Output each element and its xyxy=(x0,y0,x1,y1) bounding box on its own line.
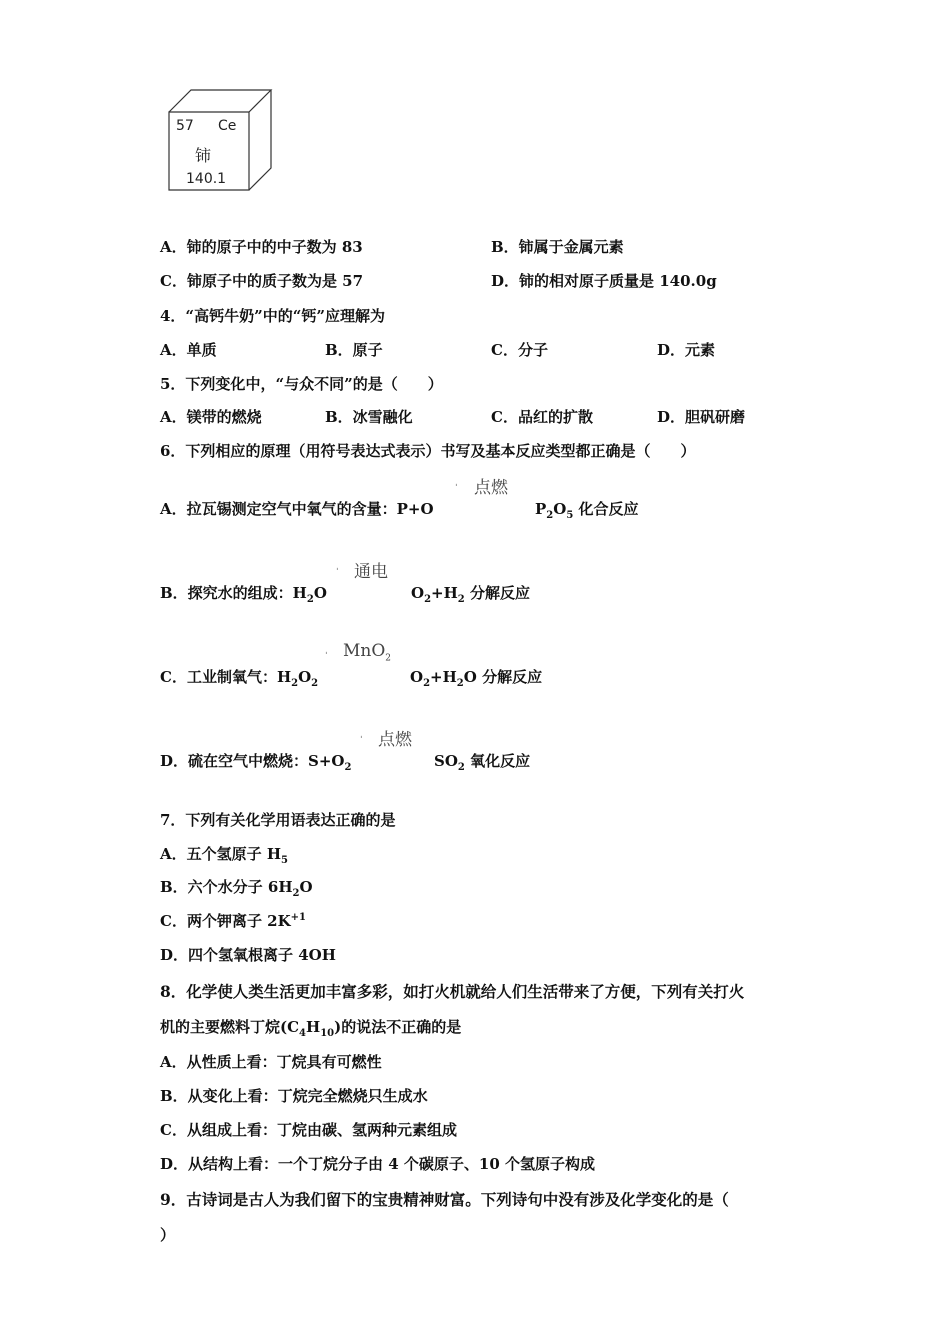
q6-option-d: D．硫在空气中燃烧：$S+O_2$ xyxy=(160,752,352,773)
atomic-mass: 140.1 xyxy=(186,171,227,187)
element-card xyxy=(165,88,277,192)
q3-option-c: C．铈原子中的质子数为是 57 xyxy=(160,272,364,290)
q6-option-a xyxy=(160,498,434,519)
arrow-tick: ˌ xyxy=(360,730,363,740)
q6a-text: A．拉瓦锡测定空气中氧气的含量：P+O xyxy=(160,500,434,518)
q6a-type: 化合反应 xyxy=(578,500,639,518)
q3-option-d: D．铈的相对原子质量是 140.0g xyxy=(491,272,717,290)
q8-option-c: C．从组成上看：丁烷由碳、氢两种元素组成 xyxy=(160,1121,457,1139)
q6d-type: 氧化反应 xyxy=(470,752,531,770)
q4-option-a: A．单质 xyxy=(160,341,217,359)
q8-option-b: B．从变化上看：丁烷完全燃烧只生成水 xyxy=(160,1087,428,1105)
q7-option-d: D．四个氢氧根离子 4OH xyxy=(160,946,336,964)
q6b-product: $O_2+H_2$ 分解反应 xyxy=(411,584,531,605)
q5-option-a: A．镁带的燃烧 xyxy=(160,408,262,426)
q6c-type: 分解反应 xyxy=(482,668,543,686)
q8-stem-line2: 机的主要燃料丁烷$(C_4H_{10})$的说法不正确的是 xyxy=(160,1018,462,1039)
arrow-tick: ˌ xyxy=(455,478,458,488)
q9-stem-line1: 9．古诗词是古人为我们留下的宝贵精神财富。下列诗句中没有涉及化学变化的是（ xyxy=(160,1190,729,1209)
q6-option-c: C．工业制氧气：$H_2O_2$ xyxy=(160,668,319,689)
q6-option-b: B．探究水的组成：$H_2O$ xyxy=(160,584,327,605)
q7-stem: 7．下列有关化学用语表达正确的是 xyxy=(160,811,396,829)
q9-stem-line2: ） xyxy=(160,1226,176,1244)
q5-option-b: B．冰雪融化 xyxy=(325,408,413,426)
q7-option-c: C．两个钾离子 $2K^{+1}$ xyxy=(160,912,306,930)
q3-option-a: A．铈的原子中的中子数为 83 xyxy=(160,238,363,256)
atomic-number: 57 xyxy=(176,118,194,134)
q8-option-d: D．从结构上看：一个丁烷分子由 4 个碳原子、10 个氢原子构成 xyxy=(160,1155,595,1173)
q6a-condition: 点燃 xyxy=(474,478,508,498)
q6d-product: $SO_2$ 氧化反应 xyxy=(434,752,531,773)
q6b-condition: 通电 xyxy=(354,562,388,582)
arrow-tick: ˌ xyxy=(336,562,339,572)
q5-stem: 5．下列变化中，“与众不同”的是（ ） xyxy=(160,375,443,393)
q4-option-b: B．原子 xyxy=(325,341,383,359)
q7-option-a: A．五个氢原子 $H_5$ xyxy=(160,845,289,866)
q4-stem: 4．“高钙牛奶”中的“钙”应理解为 xyxy=(160,307,385,325)
q4-option-c: C．分子 xyxy=(491,341,548,359)
q5-option-d: D．胆矾研磨 xyxy=(657,408,746,426)
element-name: 铈 xyxy=(195,146,212,165)
arrow-tick: ˌ xyxy=(325,646,328,656)
q4-option-d: D．元素 xyxy=(657,341,716,359)
element-symbol: Ce xyxy=(218,118,237,134)
q6-stem: 6．下列相应的原理（用符号表达式表示）书写及基本反应类型都正确是（ ） xyxy=(160,442,696,460)
q5-option-c: C．品红的扩散 xyxy=(491,408,593,426)
q6d-condition: 点燃 xyxy=(378,730,412,750)
q8-stem-line1: 8．化学使人类生活更加丰富多彩，如打火机就给人们生活带来了方便，下列有关打火 xyxy=(160,982,745,1001)
q8-option-a: A．从性质上看：丁烷具有可燃性 xyxy=(160,1053,382,1071)
q6b-type: 分解反应 xyxy=(470,584,531,602)
q6a-product: $P_2O_5$ 化合反应 xyxy=(535,500,639,521)
q3-option-b: B．铈属于金属元素 xyxy=(491,238,624,256)
q6c-product: $O_2+H_2O$ 分解反应 xyxy=(410,668,543,689)
q6c-condition: MnO$_2$ xyxy=(343,641,392,664)
q7-option-b: B．六个水分子 $6H_2O$ xyxy=(160,878,313,899)
